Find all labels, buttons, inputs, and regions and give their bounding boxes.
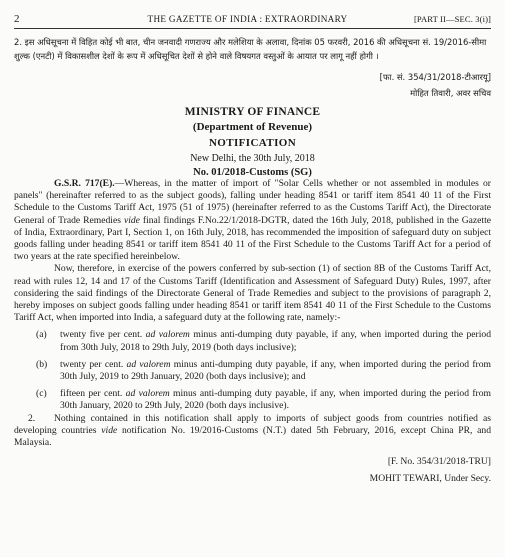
hindi-file-number: [फा. सं. 354/31/2018-टीआरयू] [379, 72, 491, 82]
gazette-title: THE GAZETTE OF INDIA : EXTRAORDINARY [147, 14, 348, 24]
clause-item: (c) fifteen per cent. ad valorem minus anti-dumping duty payable, if any, when imported during the period from 30th January, 2020 to 29th July, 2020 (both days inclusive). [36, 388, 491, 412]
signatory: MOHIT TEWARI, Under Secy. [369, 473, 491, 485]
file-number: [F. No. 354/31/2018-TRU] [387, 456, 491, 468]
paragraph-2: 2. Nothing contained in this notification shall apply to imports of subject goods from countries notified as developing countries vide notification No. 19/2016-Customs (N.T.) dated 5th February, 2016, except China PR, and Malaysia. [14, 412, 491, 449]
page-header [14, 13, 491, 25]
gsr-paragraph: G.S.R. 717(E).—Whereas, in the matter of import of "Solar Cells whether or not assembled in modules or panels" (hereinafter referred to as the subject goods), falling under heading 8541 or tariff item 8541 40 11 of the First Schedule to the Customs Tariff Act, 1975 (51 of 1975) (hereinafter referred to as the Customs Tariff Act), the Directorate General of Trade Remedies vide final findings F.No.22/1/2018-DGTR, dated the 16th July, 2018, published in the Gazette of India, Extraordinary, Part I, Section 1, on 16th July, 2018, has recommended the imposition of safeguard duty on subject goods falling under heading 8541 or tariff item 8541 40 11 of the First Schedule to the Customs Tariff Act for a period of two years at the rate specified hereinbelow. [14, 178, 492, 263]
gsr-code: G.S.R. 717(E). [54, 178, 115, 189]
hindi-signatory: मोहित तिवारी, अवर सचिव [410, 88, 491, 98]
clause-item: (a) twenty five per cent. ad valorem minus anti-dumping duty payable, if any, when imported during the period from 30th July, 2018 to 29th July, 2019 (both days inclusive); [36, 329, 492, 353]
ministry-heading: MINISTRY OF FINANCE [184, 106, 321, 118]
department-heading: (Department of Revenue) [192, 121, 313, 133]
dateline: New Delhi, the 30th July, 2018 [190, 153, 315, 164]
part-section: [PART II—SEC. 3(i)] [413, 14, 491, 24]
clause-item: (b) twenty per cent. ad valorem minus anti-dumping duty payable, if any, when imported during the period from 30th July, 2019 to 29th January, 2020 (both days inclusive); and [36, 358, 491, 383]
now-therefore-paragraph: Now, therefore, in exercise of the powers conferred by sub-section (1) of section 8B of the Customs Tariff Act, read with rules 12, 14 and 17 of the Customs Tariff (Identification and Assessment of Safeguard Duty) Rules, 1997, after considering the said findings of the Directorate General of Trade Remedies and subject to the provisions of paragraph 2, hereby imposes on subject goods falling under heading 8541 or tariff item 8541 40 11 of the First Schedule to the Customs Tariff Act, when imported into India, a safeguard duty at the following rate, namely:- [14, 263, 491, 324]
hindi-paragraph: 2. इस अधिसूचना में विहित कोई भी बात, चीन जनवादी गणराज्य और मलेशिया के अलावा, दिनांक 05 फरवरी, 2016 की अधिसूचना सं. 19/2016-सीमा शुल्क (एनटी) में विकासशील देशों के रूप में अधिसूचित देशों से होने वाले विषयगत वस्तुओं के आयात पर लागू नहीं होगी । [14, 37, 487, 61]
notification-body [14, 178, 491, 449]
notification-heading: NOTIFICATION [208, 137, 297, 149]
page-number: 2 [14, 13, 20, 25]
notification-number: No. 01/2018-Customs (SG) [193, 167, 312, 178]
header-rule [14, 28, 491, 29]
